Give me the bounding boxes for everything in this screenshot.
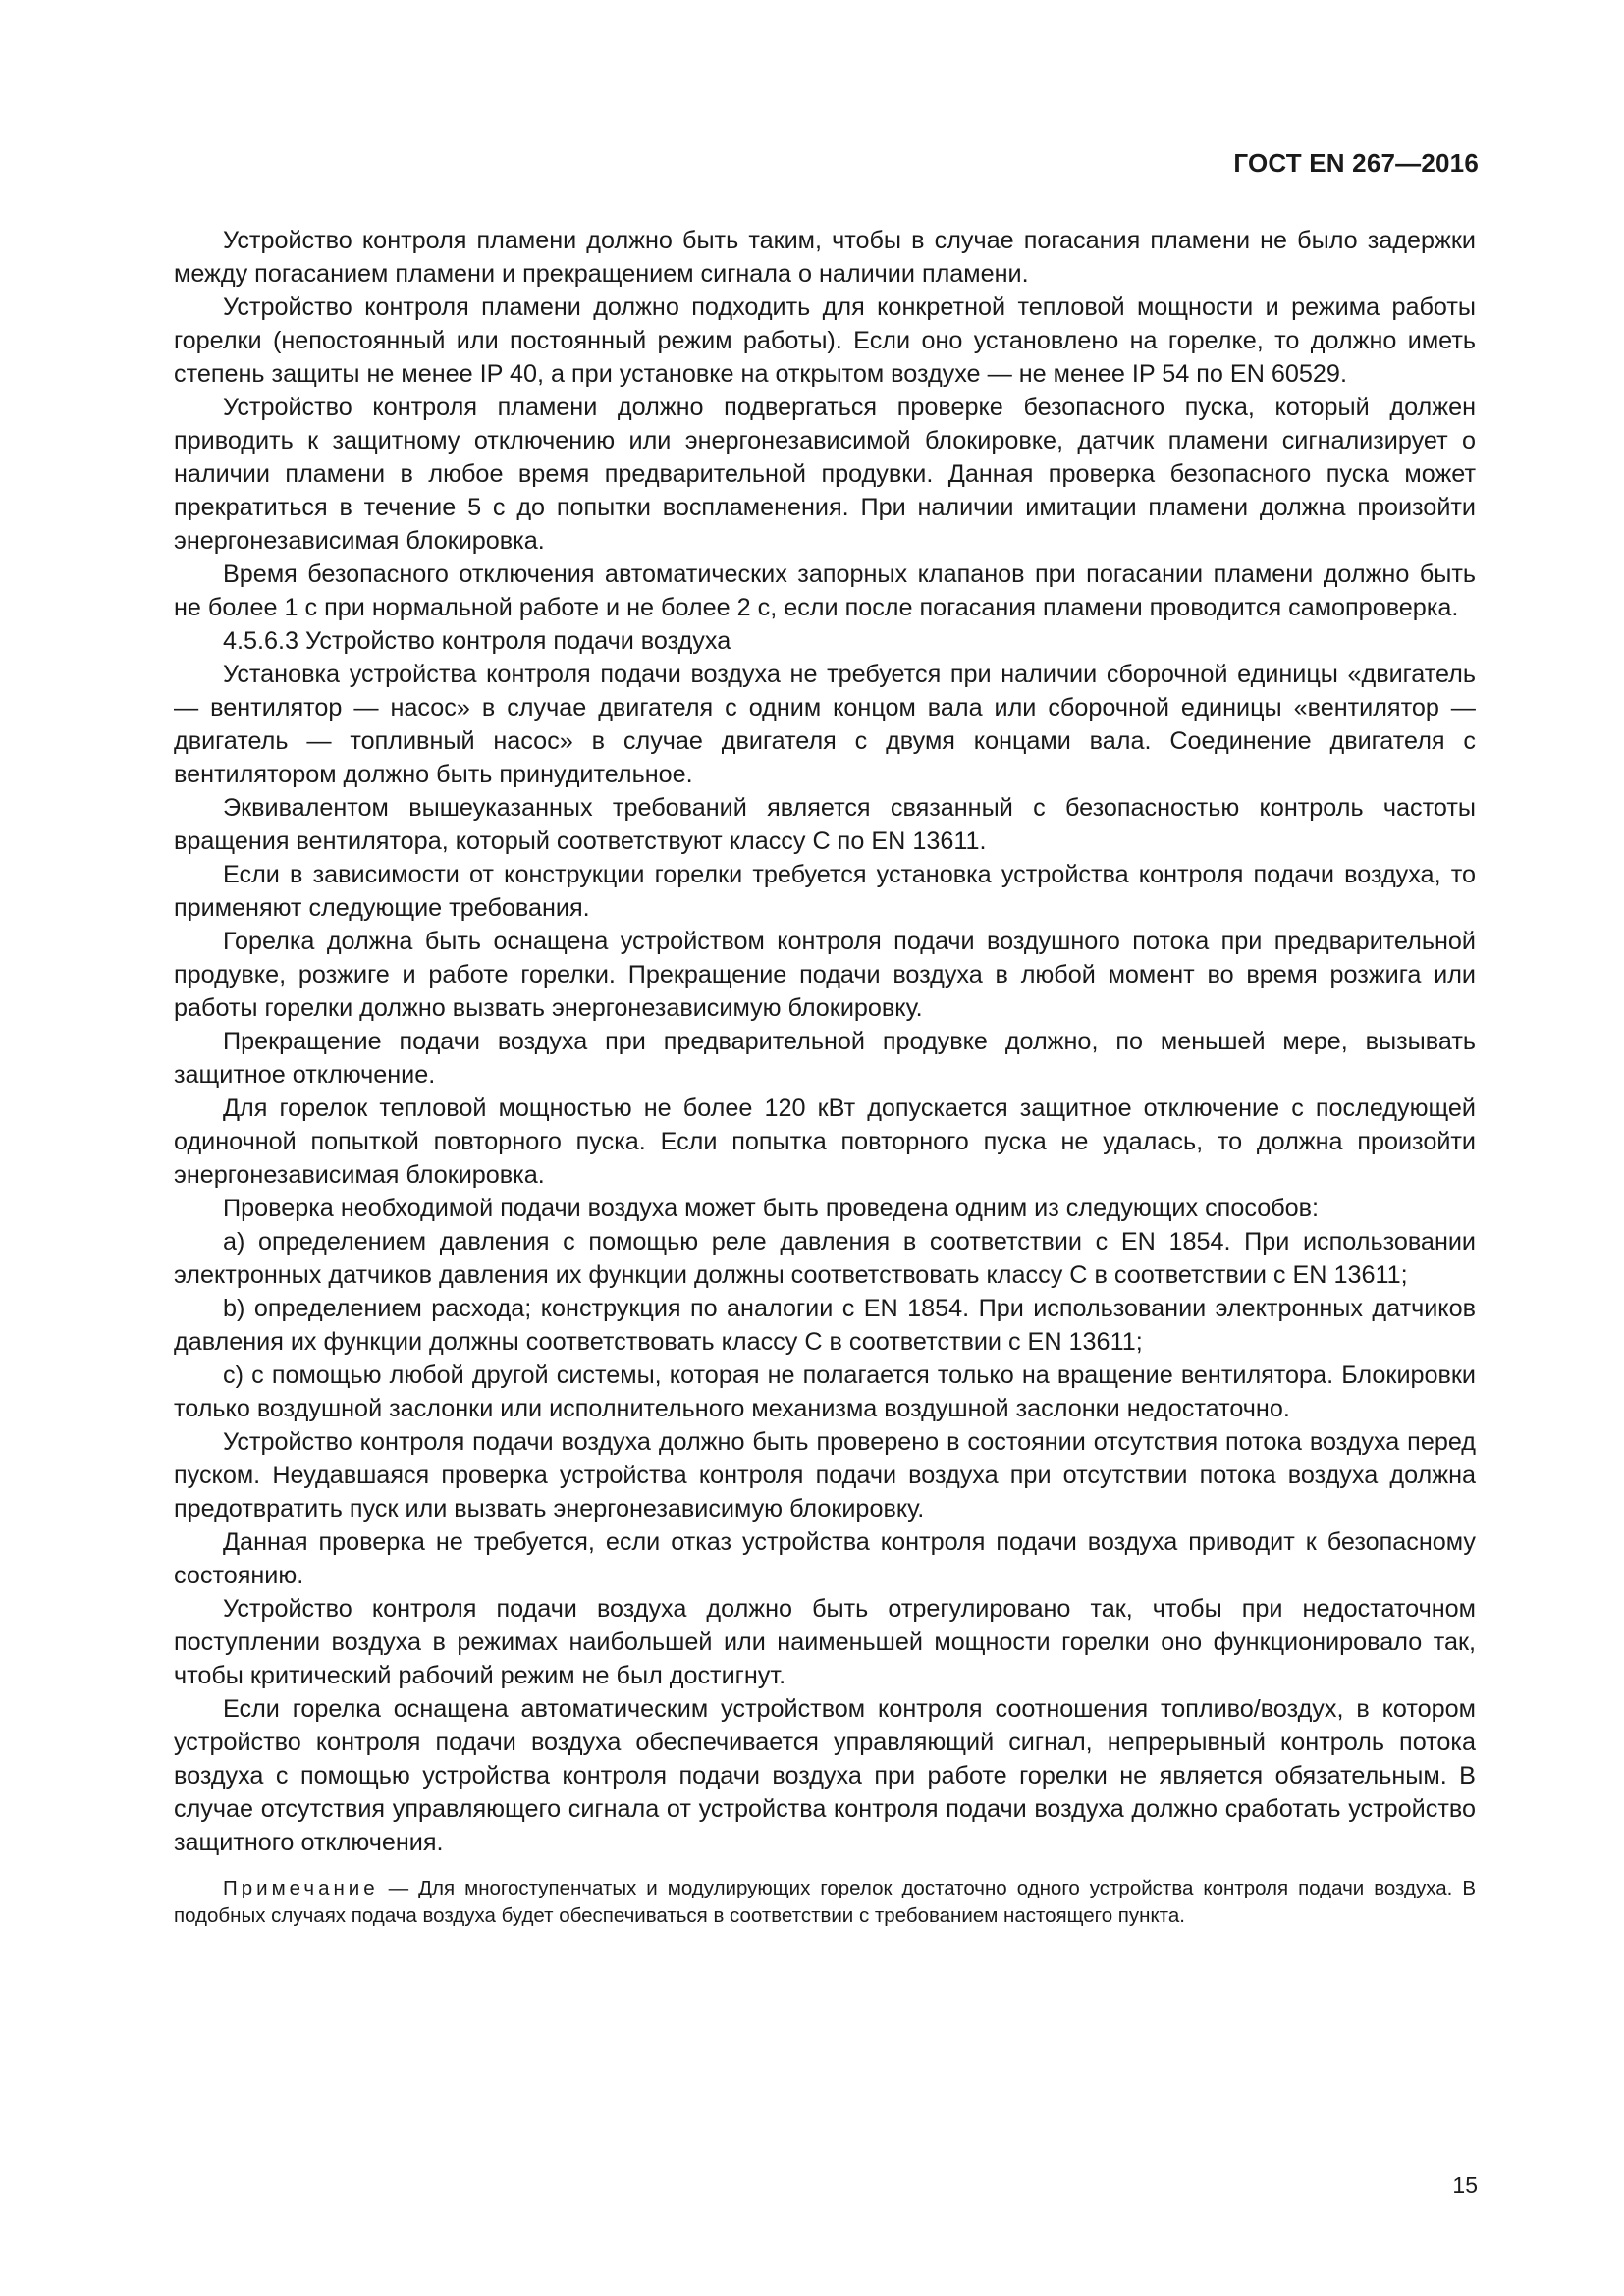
note-label: Примечание — [223, 1877, 379, 1899]
page-number: 15 — [1452, 2172, 1478, 2198]
paragraph: Эквивалентом вышеуказанных требований является связанный с безопасностью контроль частоты вращения вентилятора, который соответствуют классу C по EN 13611. — [174, 794, 1476, 855]
paragraph: Для горелок тепловой мощностью не более 120 кВт допускается защитное отключение с последующей одиночной попыткой повторного пуска. Если попытка повторного пуска не удалась, то должна произойти энергонезависимая блокировка. — [174, 1095, 1476, 1189]
list-item: b) определением расхода; конструкция по аналогии с EN 1854. При использовании электронных датчиков давления их функции должны соответствовать классу C в соответствии с EN 13611; — [174, 1295, 1476, 1356]
list-item: c) с помощью любой другой системы, которая не полагается только на вращение вентилятора. Блокировки только воздушной заслонки или исполнительного механизма воздушной заслонки недостаточно. — [174, 1362, 1476, 1422]
paragraph: Установка устройства контроля подачи воздуха не требуется при наличии сборочной единицы «двигатель — вентилятор — насос» в случае двигателя с одним концом вала или сборочной единицы «вентилятор — двигатель — топливный насос» в случае двигателя с двумя концами вала. Соединение двигателя с вентилятором должно быть принудительное. — [174, 661, 1476, 788]
paragraph: Данная проверка не требуется, если отказ устройства контроля подачи воздуха приводит к безопасному состоянию. — [174, 1528, 1476, 1589]
section-heading: 4.5.6.3 Устройство контроля подачи воздуха — [223, 627, 731, 655]
paragraph: Устройство контроля пламени должно подходить для конкретной тепловой мощности и режима работы горелки (непостоянный или постоянный режим работы). Если оно установлено на горелке, то должно иметь степень защиты не менее IP 40, а при установке на открытом воздухе — не менее IP 54 по EN 60529. — [174, 294, 1476, 388]
paragraph: Устройство контроля пламени должно подвергаться проверке безопасного пуска, который должен приводить к защитному отключению или энергонезависимой блокировке, датчик пламени сигнализирует о наличии пламени в любое время предварительной продувки. Данная проверка безопасного пуска может прекратиться в течение 5 с до попытки воспламенения. При наличии имитации пламени должна произойти энергонезависимая блокировка. — [174, 394, 1476, 555]
paragraph: Время безопасного отключения автоматических запорных клапанов при погасании пламени должно быть не более 1 с при нормальной работе и не более 2 с, если после погасания пламени проводится самопроверка. — [174, 561, 1476, 621]
note-text: — Для многоступенчатых и модулирующих горелок достаточно одного устройства контроля подачи воздуха. В подобных случаях подача воздуха будет обеспечиваться в соответствии с требованием настоящего пункта. — [174, 1877, 1476, 1927]
paragraph: Если в зависимости от конструкции горелки требуется установка устройства контроля подачи воздуха, то применяют следующие требования. — [174, 861, 1476, 922]
paragraph: Устройство контроля пламени должно быть таким, чтобы в случае погасания пламени не было задержки между погасанием пламени и прекращением сигнала о наличии пламени. — [174, 227, 1476, 288]
paragraph: Устройство контроля подачи воздуха должно быть отрегулировано так, чтобы при недостаточном поступлении воздуха в режимах наибольшей или наименьшей мощности горелки оно функционировало так, чтобы критический рабочий режим не был достигнут. — [174, 1595, 1476, 1689]
paragraph: Прекращение подачи воздуха при предварительной продувке должно, по меньшей мере, вызывать защитное отключение. — [174, 1028, 1476, 1089]
paragraph: Если горелка оснащена автоматическим устройством контроля соотношения топливо/воздух, в котором устройство контроля подачи воздуха обеспечивается управляющий сигнал, непрерывный контроль потока воздуха с помощью устройства контроля подачи воздуха при работе горелки не является обязательным. В случае отсутствия управляющего сигнала от устройства контроля подачи воздуха должно сработать устройство защитного отключения. — [174, 1695, 1476, 1856]
paragraph: Горелка должна быть оснащена устройством контроля подачи воздушного потока при предварительной продувке, розжиге и работе горелки. Прекращение подачи воздуха в любой момент во время розжига или работы горелки должно вызвать энергонезависимую блокировку. — [174, 928, 1476, 1022]
note — [174, 1875, 1476, 1930]
document-body — [174, 224, 1476, 1930]
paragraph: Проверка необходимой подачи воздуха может быть проведена одним из следующих способов: — [223, 1195, 1320, 1222]
list-item: a) определением давления с помощью реле давления в соответствии с EN 1854. При использовании электронных датчиков давления их функции должны соответствовать классу C в соответствии с EN 13611; — [174, 1228, 1476, 1289]
paragraph: Устройство контроля подачи воздуха должно быть проверено в состоянии отсутствия потока воздуха перед пуском. Неудавшаяся проверка устройства контроля подачи воздуха при отсутствии потока воздуха должна предотвратить пуск или вызвать энергонезависимую блокировку. — [174, 1428, 1476, 1522]
document-header: ГОСТ EN 267—2016 — [1233, 148, 1479, 178]
